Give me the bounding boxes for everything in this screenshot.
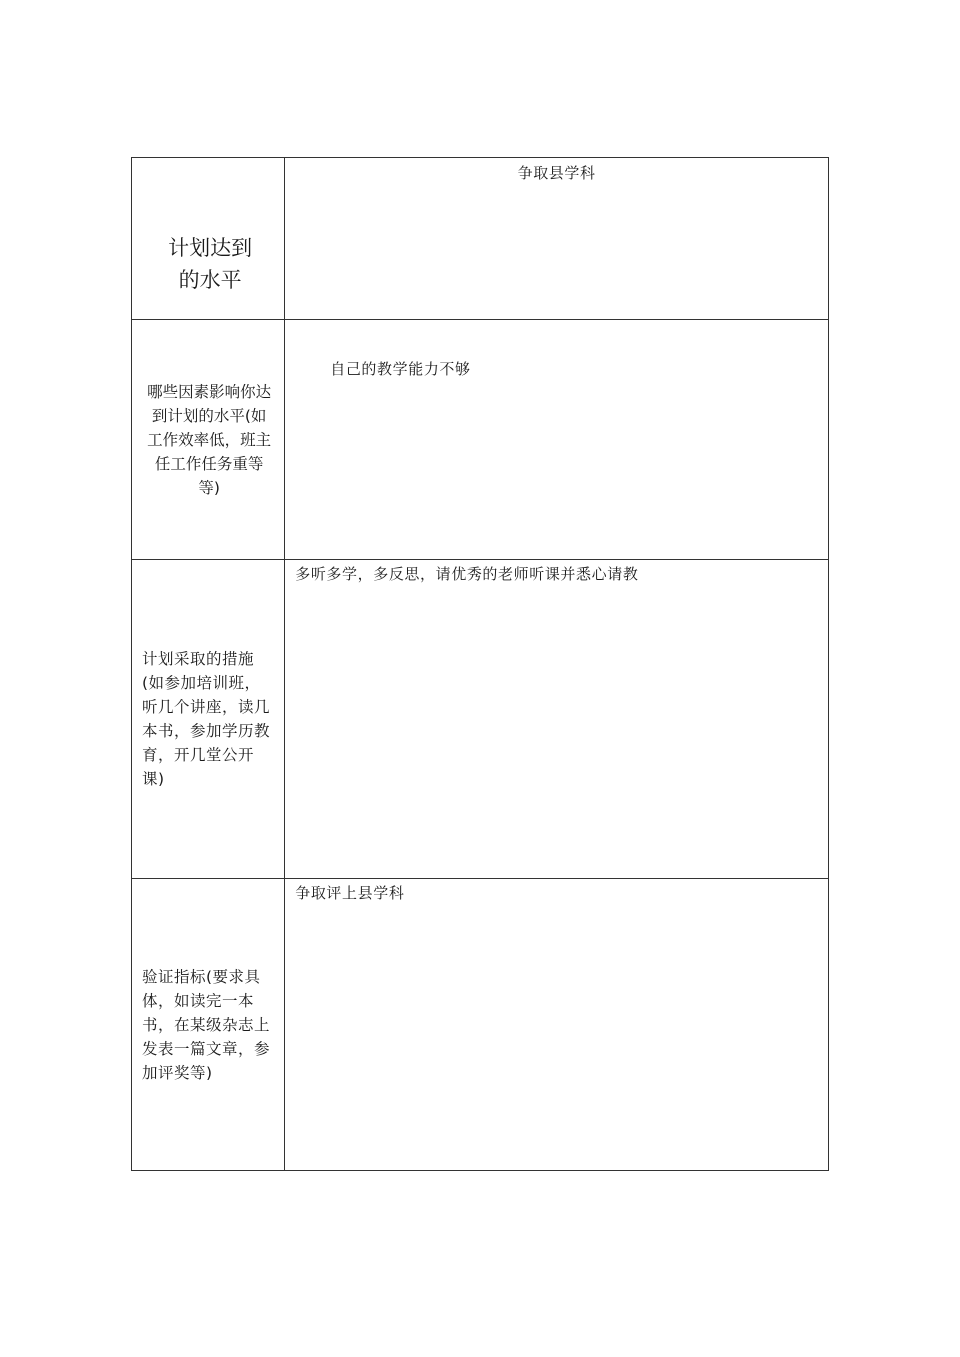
label-line: 本书，参加学历教 [142, 722, 271, 740]
row-label-influencing-factors [132, 380, 284, 500]
label-line: 到计划的水平(如 [151, 406, 267, 425]
label-line: 计划采取的措施 [142, 650, 255, 668]
label-line: 计划达到 [168, 235, 253, 260]
row-label-planned-measures [132, 647, 284, 791]
label-cell-target-level [132, 158, 285, 320]
content-cell-influencing-factors[interactable] [285, 320, 829, 560]
form-row-planned-measures [132, 560, 829, 879]
form-row-verification-metrics [132, 879, 829, 1171]
row-label-verification-metrics [132, 965, 284, 1085]
label-line: 任工作任务重等 [154, 454, 264, 473]
row-label-target-level [132, 162, 284, 316]
label-line: 育，开几堂公开 [142, 746, 255, 764]
content-target-level: 争取县学科 [517, 164, 596, 182]
content-cell-target-level[interactable] [285, 158, 829, 320]
label-line: 加评奖等) [142, 1063, 213, 1082]
form-row-target-level [132, 158, 829, 320]
label-line: 等) [198, 478, 220, 497]
content-cell-verification-metrics[interactable] [285, 879, 829, 1171]
label-line: 验证指标(要求具 [142, 967, 261, 986]
label-line: 的水平 [178, 267, 242, 292]
label-line: 书，在某级杂志上 [142, 1015, 271, 1034]
plan-form-table [131, 157, 829, 1171]
label-cell-verification-metrics [132, 879, 285, 1171]
content-cell-planned-measures[interactable] [285, 560, 829, 879]
label-line: 工作效率低，班主 [147, 430, 272, 449]
label-line: 课) [142, 770, 165, 788]
form-row-influencing-factors [132, 320, 829, 560]
label-line: 听几个讲座，读几 [142, 698, 271, 716]
label-line: 哪些因素影响你达 [147, 382, 272, 401]
label-line: 发表一篇文章，参 [142, 1039, 271, 1058]
label-line: 体，如读完一本 [142, 991, 255, 1010]
content-influencing-factors: 自己的教学能力不够 [330, 360, 471, 378]
label-line: (如参加培训班， [142, 674, 261, 692]
content-planned-measures: 多听多学，多反思，请优秀的老师听课并悉心请教 [295, 565, 639, 583]
content-verification-metrics: 争取评上县学科 [295, 884, 405, 902]
label-cell-planned-measures [132, 560, 285, 879]
label-cell-influencing-factors [132, 320, 285, 560]
